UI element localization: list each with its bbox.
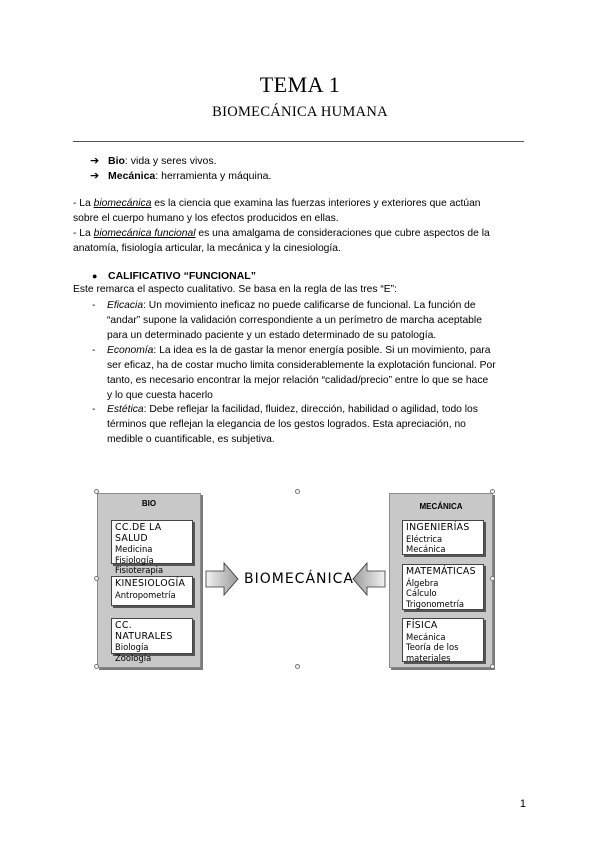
list-item-estetica: - Estética: Debe reflejar la facilidad, fluidez, dirección, habilidad o agilidad, todo los términos que reflejan la elegancia de los gestos logrados. Esta apreciación, no medible o cuantificable, es subjetiva.: [92, 404, 478, 445]
section-intro: Este remarca el aspecto cualitativo. Se basa en la regla de las tres “E”:: [73, 284, 397, 295]
box-cc-salud: CC.DE LA SALUD Medicina Fisiología Fisioterapia: [111, 520, 193, 564]
box-cc-naturales: CC. NATURALES Biología Zoología: [111, 618, 193, 654]
selection-handle[interactable]: [94, 576, 99, 581]
selection-handle[interactable]: [490, 576, 495, 581]
arrow-right-icon: ➔: [90, 155, 100, 167]
box-matematicas: MATEMÁTICAS Álgebra Cálculo Trigonometría: [402, 564, 484, 610]
paragraph-biomecanica: - La biomecánica es la ciencia que examina las fuerzas interiores y exteriores que actúan sobre el cuerpo humano y los efectos producidos en ellas.: [73, 198, 481, 224]
bullet-icon: ●: [92, 271, 98, 281]
panel-bio: BIO CC.DE LA SALUD Medicina Fisiología Fisioterapia KINESIOLOGÍA Antropometría CC. NATURALES Biología Zoología: [97, 493, 201, 668]
paragraph-biomecanica-funcional: - La biomecánica funcional es una amalgama de consideraciones que cubre aspectos de la anatomía, fisiología articular, la mecánica y la cinesiología.: [73, 228, 490, 254]
box-kinesiologia: KINESIOLOGÍA Antropometría: [111, 576, 193, 606]
page-subtitle: BIOMECÁNICA HUMANA: [212, 104, 388, 120]
arrow-right-icon: ➔: [90, 170, 100, 182]
selection-handle[interactable]: [295, 489, 300, 494]
definition-bio: ➔ Bio: vida y seres vivos.: [90, 155, 217, 167]
list-item-eficacia: - Eficacia: Un movimiento ineficaz no puede calificarse de funcional. La función de “andar” supone la validación correspondiente a un perímetro de marcha aceptable para un determinado paciente y un estado determinado de su patología.: [92, 300, 482, 341]
list-item-economia: - Economía: La idea es la de gastar la menor energía posible. Si un movimiento, para ser eficaz, ha de costar mucho limita considerablemente la explotación funcional. Por tanto, es necesario encontrar la mejor relación “calidad/precio” entre lo que se hace y lo que cuesta hacerlo: [92, 345, 496, 401]
arrow-right-shape-icon: [204, 560, 240, 598]
section-heading: ● CALIFICATIVO “FUNCIONAL”: [92, 270, 256, 282]
page-title: TEMA 1: [259, 72, 341, 97]
panel-mecanica: MECÁNICA INGENIERÍAS Eléctrica Mecánica MATEMÁTICAS Álgebra Cálculo Trigonometría FÍSICA Mecánica Teoría de los materiales: [389, 493, 493, 668]
arrow-left-shape-icon: [351, 560, 387, 598]
box-fisica: FÍSICA Mecánica Teoría de los materiales: [402, 618, 484, 662]
box-ingenierias: INGENIERÍAS Eléctrica Mecánica: [402, 520, 484, 555]
page-number: 1: [519, 798, 526, 810]
selection-handle[interactable]: [490, 489, 495, 494]
diagram-center-label: BIOMECÁNICA: [244, 571, 354, 587]
title-divider: [73, 141, 524, 142]
selection-handle[interactable]: [94, 664, 99, 669]
selection-handle[interactable]: [94, 489, 99, 494]
definition-mecanica: ➔ Mecánica: herramienta y máquina.: [90, 170, 272, 182]
selection-handle[interactable]: [490, 664, 495, 669]
selection-handle[interactable]: [295, 664, 300, 669]
